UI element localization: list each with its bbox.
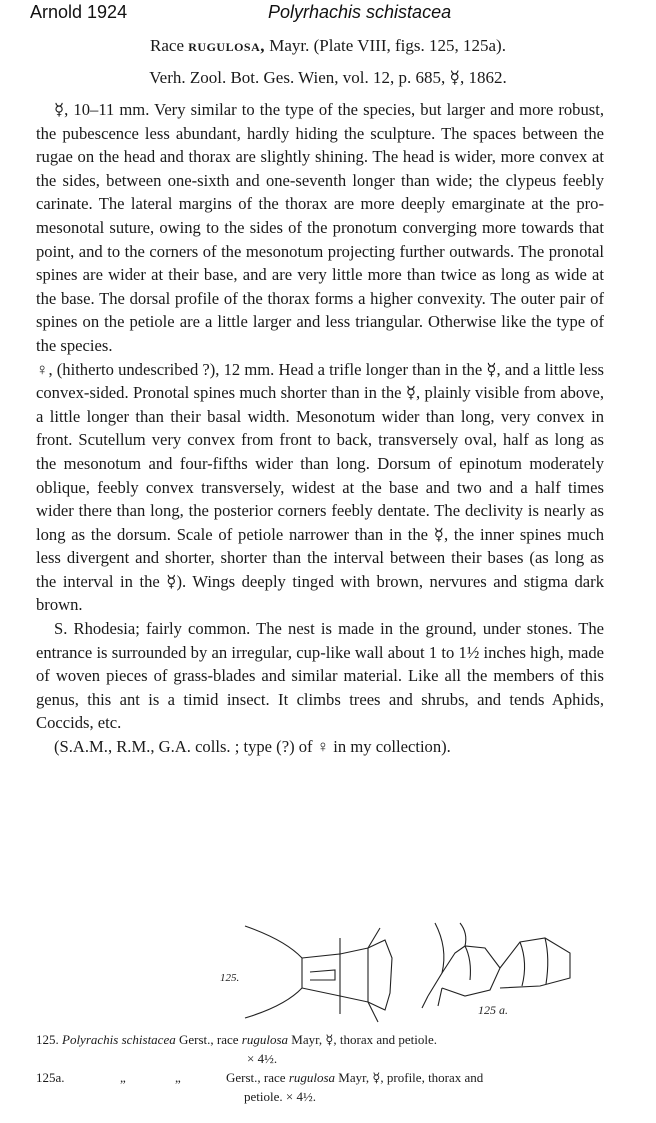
citation-line: Verh. Zool. Bot. Ges. Wien, vol. 12, p. 685, ☿, 1862.: [149, 68, 507, 87]
caption-125-magnification: × 4½.: [247, 1051, 278, 1066]
caption-125-race: rugulosa: [241, 1032, 289, 1047]
caption-125a-author: Gerst., race: [226, 1070, 286, 1085]
caption-125a-ditto-2: „: [175, 1070, 181, 1085]
female-paragraph: ♀, (hitherto undescribed ?), 12 mm. Head a trifle longer than in the ☿, and a little less convex-sided. Pronotal spines much shorter than in the ☿, plainly visible from above, a little longer than their basal width. Mesonotum wider than long, very convex in front. Scutellum very convex from front to back, transversely oval, half as long as the mesonotum and four-fifths wider than long. Dorsum of epinotum moderately oblique, feebly convex transversely, widest at the base and two and a half times wider there than long, the posterior corners feebly dentate. The declivity is nearly as long as the dorsum. Scale of petiole narrower than in the ☿, the inner spines much less divergent and shorter, shorter than the interval between their bases (as long as the interval in the ☿). Wings deeply tinged with brown, nervures and stigma dark brown.: [36, 359, 604, 615]
collections-paragraph: (S.A.M., R.M., G.A. colls. ; type (?) of ♀ in my collection).: [54, 737, 451, 757]
race-prefix: Race: [150, 36, 184, 55]
figure-125-label: 125.: [220, 972, 240, 984]
header-author-year: Arnold 1924: [30, 2, 128, 22]
figure-125a-label: 125 a.: [478, 1003, 508, 1017]
header-species-name: Polyrhachis schistacea: [268, 2, 452, 22]
caption-125a-ditto-1: „: [120, 1070, 126, 1085]
caption-125: [36, 1030, 636, 1049]
caption-125a-race: rugulosa: [288, 1070, 336, 1085]
caption-125a: [226, 1068, 616, 1087]
race-name: rugulosa,: [188, 36, 266, 55]
caption-125a-rest-2: petiole. × 4½.: [244, 1089, 316, 1104]
race-line: [0, 36, 656, 56]
race-suffix: Mayr. (Plate VIII, figs. 125, 125a).: [269, 36, 506, 55]
caption-125-species: Polyrachis schistacea: [62, 1032, 176, 1047]
caption-125-number: 125.: [36, 1032, 59, 1047]
caption-125-rest: Mayr, ☿, thorax and petiole.: [291, 1032, 438, 1047]
caption-125a-number: 125a.: [36, 1070, 65, 1085]
figure-125-thorax-dorsal: [245, 926, 392, 1022]
worker-paragraph: ☿, 10–11 mm. Very similar to the type of the species, but larger and more robust, the pubescence less abundant, hardly hiding the sculpture. The spaces between the rugae on the head and thorax are slightly shining. The head is wider, more convex at the sides, between one-sixth and one-seventh longer than wide; the clypeus feebly carinate. The lateral margins of the thorax are more deeply emarginate at the pro-mesonotal suture, owing to the sides of the pronotum converging more towards that point, and to the corners of the mesonotum projecting further outwards. The pronotal spines are wider at their base, and are very little more than twice as long as wide at the base. The dorsal profile of the thorax forms a higher convexity. The outer pair of spines on the petiole are a little larger and less triangular. Otherwise like the type of the species.: [36, 100, 604, 355]
distribution-paragraph: S. Rhodesia; fairly common. The nest is made in the ground, under stones. The entrance is surrounded by an irregular, cup-like wall about 1 to 1½ inches high, made of woven pieces of grass-blades and similar material. Like all the members of this genus, this ant is a timid insect. It climbs trees and shrubs, and tends Aphids, Coccids, etc.: [36, 619, 604, 733]
figure-125a-profile: [422, 923, 570, 1008]
plate-figure: [210, 918, 610, 1028]
caption-125a-rest: Mayr, ☿, profile, thorax and: [338, 1070, 484, 1085]
caption-125-author: Gerst., race: [178, 1032, 239, 1047]
description-body: [36, 98, 604, 759]
